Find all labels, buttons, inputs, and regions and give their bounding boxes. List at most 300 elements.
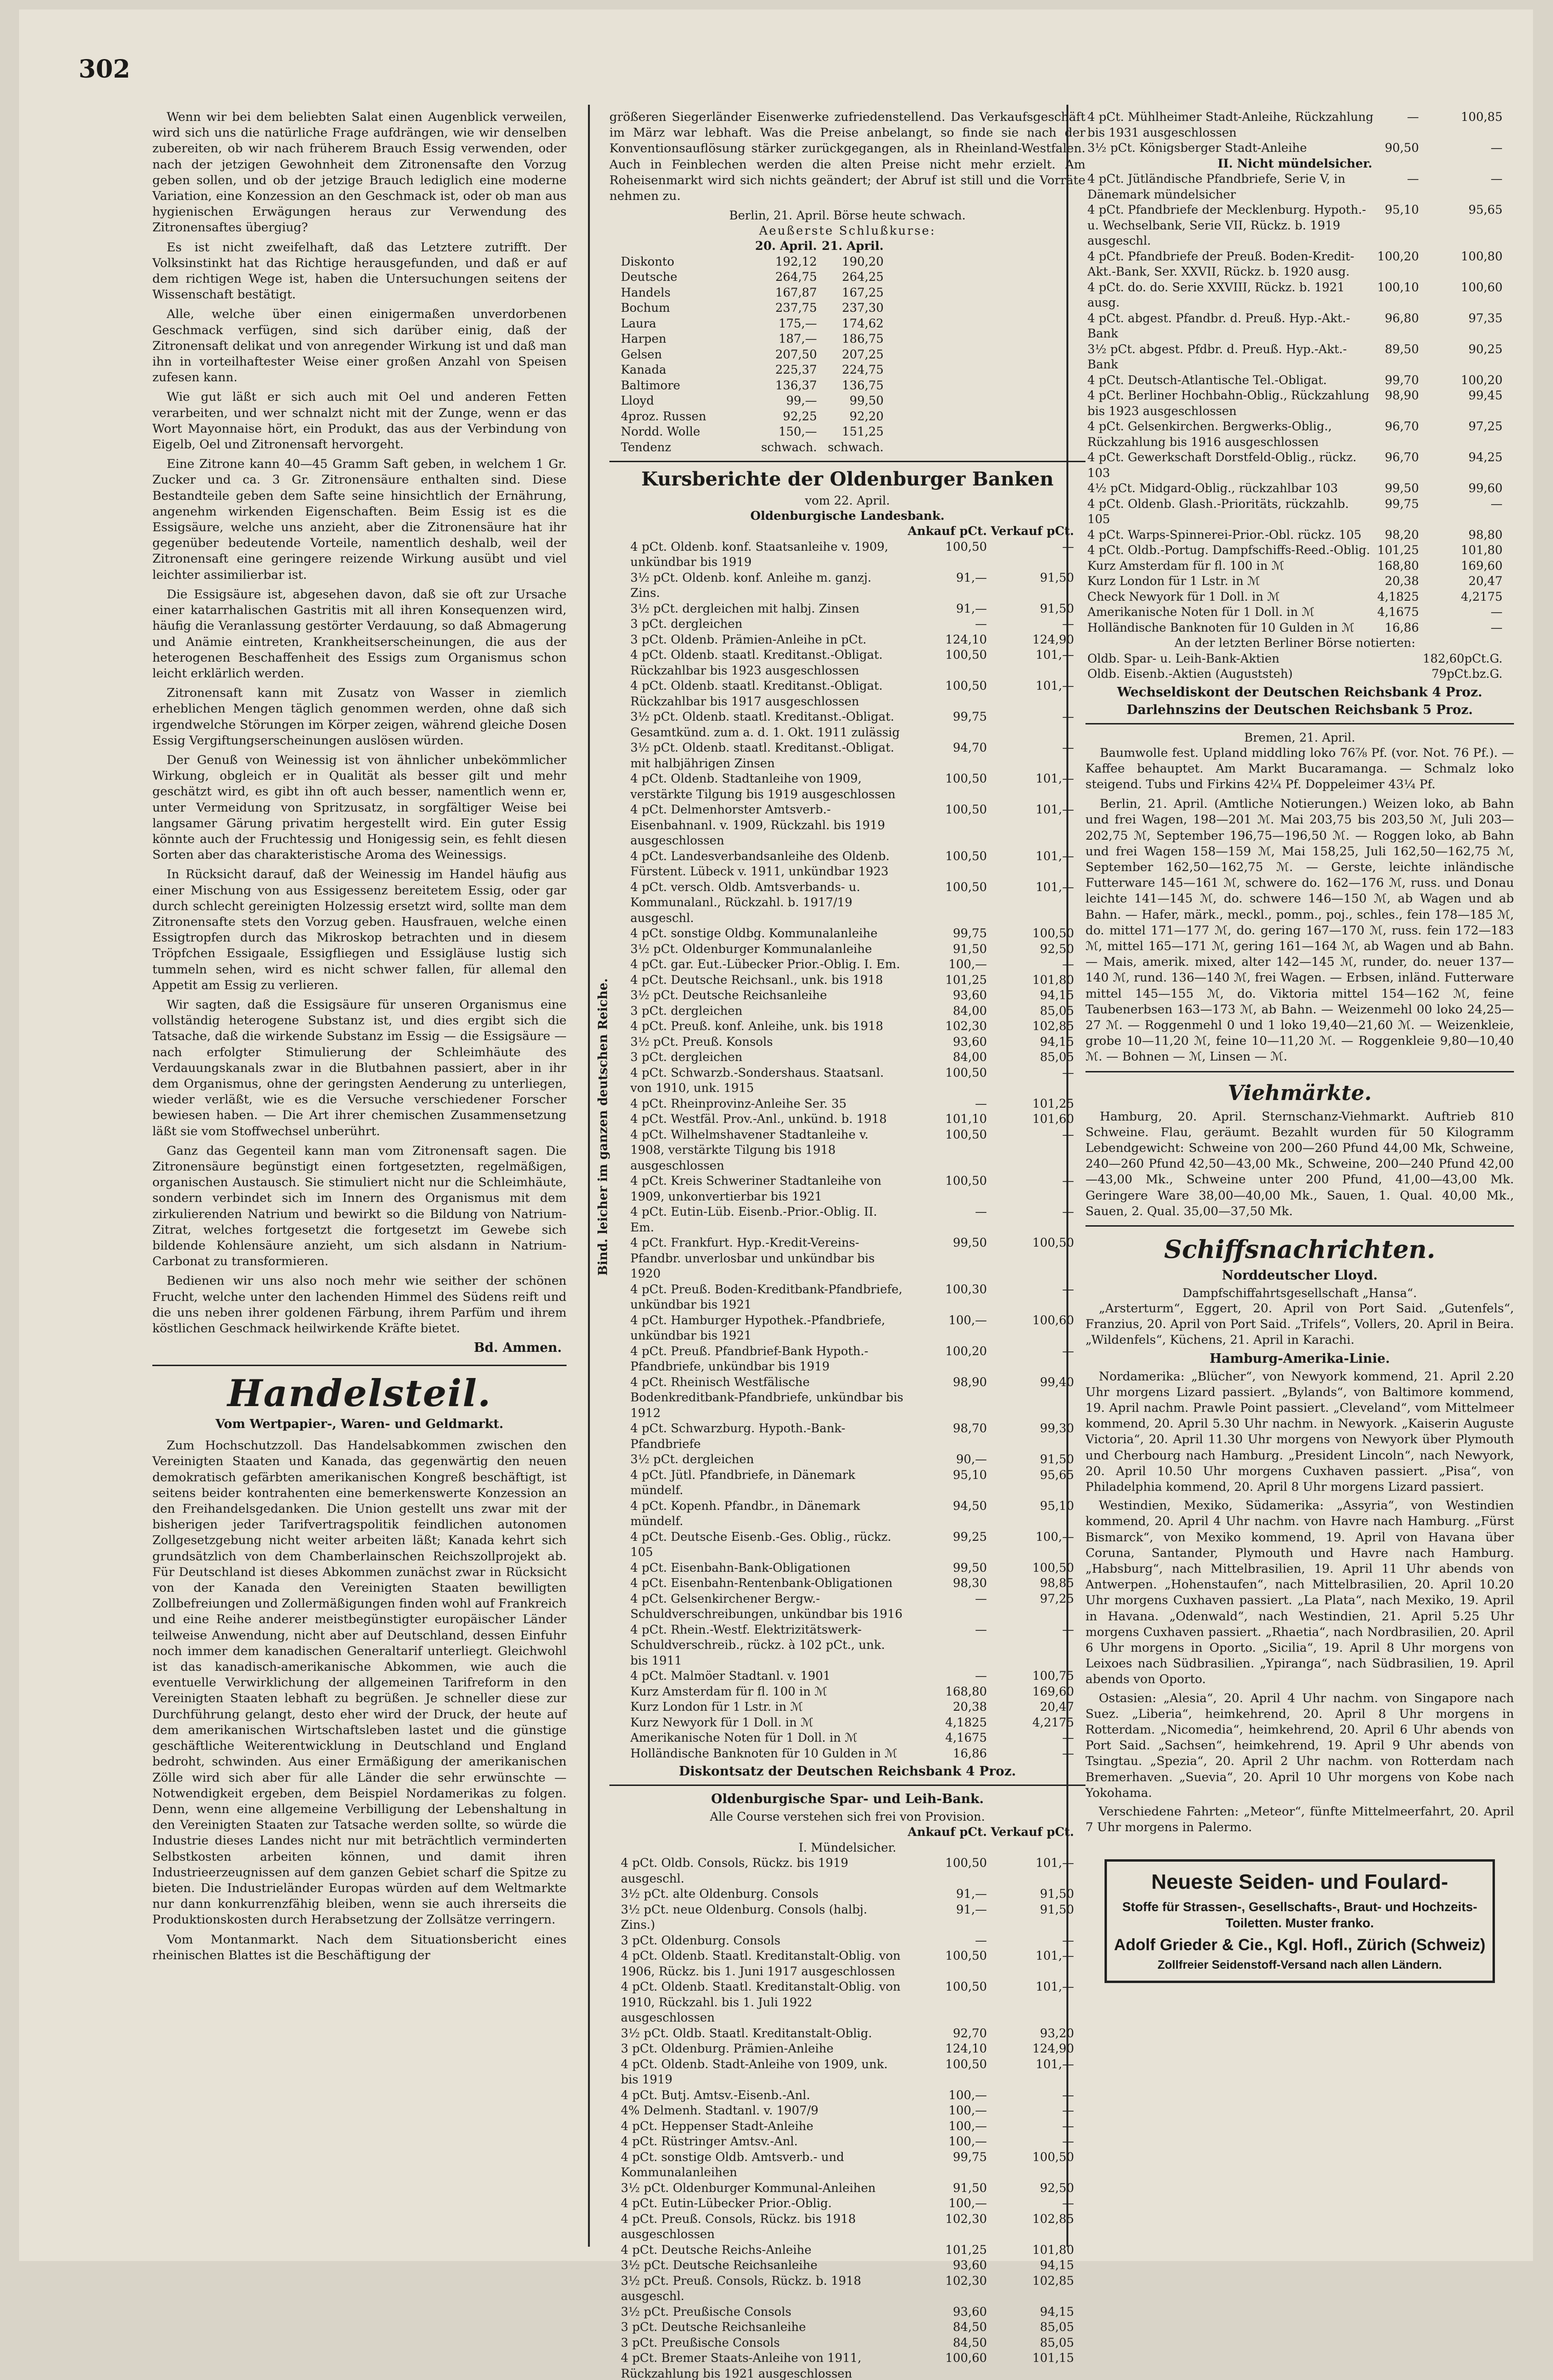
table-row [619, 285, 886, 301]
table-row [1085, 311, 1504, 342]
ankauf-value: 100,50 [945, 648, 987, 662]
table-row [628, 1003, 1076, 1019]
verkauf-value: — [1062, 1731, 1074, 1745]
table-row [628, 1668, 1076, 1684]
verkauf-value: 97,25 [1040, 1591, 1074, 1606]
table-row [619, 347, 886, 363]
table-row [1085, 651, 1504, 667]
security-name: 4 pCt. Mühlheimer Stadt-Anleihe, Rückzahlung bis 1931 ausgeschlossen [1087, 110, 1374, 139]
ad-headline: Neueste Seiden- und Foulard- [1151, 1870, 1448, 1894]
verkauf-value: 85,05 [1040, 1003, 1074, 1018]
table-row [1085, 419, 1504, 450]
verkauf-value: 97,35 [1468, 311, 1503, 325]
security-name: Deutsche [621, 270, 677, 284]
table-row [619, 2057, 1076, 2088]
spar-leihbank-table [619, 1825, 1076, 2380]
table-row [628, 1050, 1076, 1065]
verkauf-value: — [1491, 605, 1503, 619]
security-name: 3 pCt. Oldenburg. Consols [621, 1933, 781, 1947]
table-row [628, 957, 1076, 972]
verkauf-value: 101,80 [1032, 972, 1074, 987]
verkauf-value: 95,10 [1040, 1498, 1074, 1513]
ankauf-value: 237,75 [775, 301, 817, 315]
section-rule [1085, 1071, 1514, 1072]
verkauf-value: — [1062, 539, 1074, 554]
security-name: 4 pCt. Oldenb. staatl. Kreditanst.-Obligat. Rückzahlbar bis 1917 ausgeschlossen [630, 679, 883, 708]
table-row [619, 2181, 1076, 2196]
verkauf-value: 99,50 [849, 394, 884, 408]
ankauf-value: 4,1675 [945, 1731, 987, 1745]
security-name: 4 pCt. Wilhelmshavener Stadtanleihe v. 1908, verstärkte Tilgung bis 1918 ausgeschlossen [630, 1127, 869, 1172]
verkauf-value: 151,25 [842, 425, 884, 439]
table-row [1085, 342, 1504, 373]
security-name: 4 pCt. Preuß. Consols, Rückz. bis 1918 ausgeschlossen [621, 2211, 856, 2241]
ankauf-value: 101,25 [1377, 543, 1419, 557]
table-row [628, 942, 1076, 957]
verkauf-value: — [1062, 1174, 1074, 1188]
security-name: Kurz Amsterdam für fl. 100 in ℳ [1087, 558, 1284, 573]
verkauf-value: 94,25 [1468, 450, 1503, 464]
table-row [1085, 558, 1504, 574]
ankauf-value: 100,20 [945, 1344, 987, 1358]
ankauf-value: 100,50 [945, 849, 987, 863]
verkauf-value: 124,90 [1032, 632, 1074, 646]
table-row [1085, 280, 1504, 311]
security-name: 3½ pCt. neue Oldenburg. Consols (halbj. Zins.) [621, 1902, 867, 1932]
security-name: Kurz London für 1 Lstr. in ℳ [630, 1700, 803, 1714]
verkauf-value: — [1491, 172, 1503, 186]
verkauf-value: — [1062, 1282, 1074, 1296]
table-row [619, 2350, 1076, 2380]
verkauf-value: 92,50 [1040, 942, 1074, 956]
ankauf-value: 100,50 [945, 1856, 987, 1870]
security-name: 4 pCt. Oldenb. Stadt-Anleihe von 1909, unk. bis 1919 [621, 2057, 888, 2087]
ankauf-value: 98,90 [953, 1375, 987, 1389]
table-row [628, 972, 1076, 988]
verkauf-value: 20,47 [1040, 1700, 1074, 1714]
verkauf-value: 101,15 [1032, 2351, 1074, 2365]
ankauf-value: 168,80 [945, 1684, 987, 1698]
security-name: 4 pCt. Pfandbriefe der Preuß. Boden-Kredit-Akt.-Bank, Ser. XXVII, Rückz. b. 1920 ausg. [1087, 249, 1354, 278]
security-name: 4 pCt. Preuß. konf. Anleihe, unk. bis 1918 [630, 1019, 884, 1033]
table-row [619, 2242, 1076, 2258]
table-row [628, 678, 1076, 709]
security-name: Bochum [621, 301, 670, 315]
table-row [628, 632, 1076, 648]
security-name: 4 pCt. Gelsenkirchen. Bergwerks-Oblig., Rückzahlung bis 1916 ausgeschlossen [1087, 419, 1332, 449]
table-row [1085, 496, 1504, 527]
article-paragraph: Wie gut läßt er sich auch mit Oel und anderen Fetten verarbeiten, und wer schnalzt nicht mit der Zunge, wenn er das Wort Mayonnaise hört, ein Produkt, das aus der Verbindung von Eigelb, Oel und Zitronensaft hervorgeht. [152, 390, 567, 452]
security-name: 4 pCt. Preuß. Boden-Kreditbank-Pfandbriefe, unkündbar bis 1921 [630, 1282, 903, 1312]
table-row [1085, 140, 1504, 156]
column-divider [588, 105, 590, 2247]
spar-leihbank-heading: Oldenburgische Spar- und Leih-Bank. [711, 1792, 984, 1807]
security-name: 4 pCt. Landesverbandsanleihe des Oldenb. Fürstent. Lübeck v. 1911, unkündbar 1923 [630, 849, 890, 879]
security-name: 4 pCt. Deutsche Reichsanl., unk. bis 1918 [630, 972, 883, 987]
verkauf-value: 224,75 [842, 363, 884, 377]
verkauf-value: 85,05 [1040, 1050, 1074, 1064]
security-name: 4 pCt. Rüstringer Amtsv.-Anl. [621, 2134, 798, 2149]
ankauf-value: 100,50 [945, 803, 987, 817]
security-name: 4 pCt. Deutsch-Atlantische Tel.-Obligat. [1087, 373, 1327, 387]
verkauf-value: 79pCt.bz.G. [1431, 667, 1503, 681]
ankauf-value: 100,50 [945, 1949, 987, 1963]
hansa-heading: Dampfschiffahrtsgesellschaft „Hansa“. [1182, 1286, 1417, 1300]
ankauf-value: 91,— [956, 570, 987, 585]
verkauf-value: 91,50 [1040, 601, 1074, 615]
security-name: 4 pCt. Eutin-Lüb. Eisenb.-Prior.-Oblig. II. Em. [630, 1205, 877, 1234]
wechseldiskont-note: Wechseldiskont der Deutschen Reichsbank 4 Proz. [1117, 684, 1483, 700]
verkauf-value: 100,60 [1032, 1313, 1074, 1327]
security-name: 4 pCt. Westfäl. Prov.-Anl., unkünd. b. 1918 [630, 1112, 887, 1126]
ankauf-value: 93,60 [953, 988, 987, 1002]
security-name: 4proz. Russen [621, 409, 707, 423]
table-row [628, 1204, 1076, 1235]
table-row [628, 1730, 1076, 1746]
security-name: 3½ pCt. dergleichen [630, 1452, 754, 1467]
ankauf-value: 207,50 [775, 347, 817, 361]
table-row [628, 1684, 1076, 1700]
security-name: 4 pCt. Bremer Staats-Anleihe von 1911, Rückzahlung bis 1921 ausgeschlossen [621, 2351, 862, 2380]
ankauf-value: 98,30 [953, 1576, 987, 1590]
verkauf-value: 101,— [1035, 880, 1074, 894]
verkauf-value: 85,05 [1040, 2335, 1074, 2350]
ankauf-value: 100,60 [945, 2351, 987, 2365]
article-paragraph: Alle, welche über einen einigermaßen unverdorbenen Geschmack verfügen, sind sich darüber einig, daß der Zitronensaft delikat und von anregender Wirkung ist und daß man ihn in vorteilhaftester Weise einer großen Anzahl von Speisen zufesen kann. [152, 307, 567, 385]
ankauf-value: 99,75 [953, 2150, 987, 2164]
security-name: 3½ pCt. abgest. Pfdbr. d. Preuß. Hyp.-Akt.-Bank [1087, 342, 1347, 371]
verkauf-value: 98,85 [1040, 1576, 1074, 1590]
table-row [628, 1173, 1076, 1204]
security-name: Kurz London für 1 Lstr. in ℳ [1087, 574, 1260, 588]
table-row [619, 300, 886, 316]
article-paragraph: Zitronensaft kann mit Zusatz von Wasser in ziemlich erheblichen Mengen täglich genommen werden, ohne daß sich irgendwelche Störungen im Körper zeigen, während gleiche Dosen Essig Vergiftungserscheinungen auslösen würden. [152, 686, 567, 748]
security-name: Nordd. Wolle [621, 425, 700, 439]
table-row [1085, 109, 1504, 140]
verkauf-value: 186,75 [842, 332, 884, 346]
ankauf-value: 84,00 [953, 1050, 987, 1064]
table-row [1085, 543, 1504, 558]
handelsteil-heading: Handelsteil. [227, 1372, 492, 1416]
verkauf-value: 95,65 [1468, 203, 1503, 217]
verkauf-value: 4,2175 [1032, 1715, 1074, 1729]
verkauf-value: 95,65 [1040, 1468, 1074, 1482]
security-name: 4 pCt. Kreis Schweriner Stadtanleihe von 1909, unkonvertierbar bis 1921 [630, 1174, 882, 1203]
landesbank-heading: Oldenburgische Landesbank. [750, 509, 945, 523]
security-name: Holländische Banknoten für 10 Gulden in ℳ [630, 1746, 897, 1760]
ankauf-value: — [1407, 172, 1419, 186]
ankauf-value: 99,75 [1384, 496, 1419, 511]
table-row [1085, 450, 1504, 481]
security-name: 4½ pCt. Midgard-Oblig., rückzahlbar 103 [1087, 481, 1338, 495]
ankauf-value: 99,75 [953, 710, 987, 724]
ankauf-value: 99,25 [953, 1529, 987, 1544]
table-row [628, 1111, 1076, 1127]
ankauf-value: 92,70 [953, 2026, 987, 2040]
table-row [628, 849, 1076, 880]
table-row [628, 616, 1076, 632]
ankauf-value: 93,60 [953, 2258, 987, 2272]
silk-advertisement [1105, 1859, 1495, 1983]
security-name: 4 pCt. Gewerkschaft Dorstfeld-Oblig., rückz. 103 [1087, 450, 1357, 480]
security-name: 4 pCt. do. do. Serie XXVIII, Rückz. b. 1921 ausg. [1087, 280, 1345, 309]
security-name: 3 pCt. dergleichen [630, 1050, 743, 1064]
column-header [619, 1825, 906, 1840]
ankauf-value: schwach. [761, 440, 817, 454]
ankauf-value [1375, 651, 1421, 667]
provision-note: Alle Course verstehen sich frei von Provision. [710, 1810, 985, 1824]
verkauf-value: 207,25 [842, 347, 884, 361]
column-1 [152, 109, 567, 2242]
table-row [619, 2119, 1076, 2134]
article-paragraph: Bedienen wir uns also noch mehr wie seither der schönen Frucht, welche unter den lachenden Himmel des Südens reift und die uns neben ihrer goldenen Färbung, ihrem Parfüm und ihrem köstlichen Geschmack heilwirkende Kräfte bietet. [152, 1274, 567, 1336]
table-row [628, 1235, 1076, 1282]
security-name: 4 pCt. sonstige Oldb. Amtsverb.- und Kommunalanleihen [621, 2150, 844, 2180]
ankauf-value: 100,20 [1377, 249, 1419, 263]
verkauf-value: schwach. [827, 440, 884, 454]
verkauf-value: 167,25 [842, 285, 884, 299]
table-row [619, 316, 886, 332]
table-row [628, 1034, 1076, 1050]
ankauf-value: 20,38 [953, 1700, 987, 1714]
article-paragraph: Wir sagten, daß die Essigsäure für unseren Organismus eine vollständig heterogene Substanz ist, und dies ergibt sich die Tatsache, daß die wirkende Substanz im Essig — die Essigsäure — nach erfolgter Stimulierung der Schleimhäute des Verdauungskanals zwar in die Blutbahnen passiert, aber in ihr dem Organismus, ohne der geringsten Aenderung zu unterliegen, wieder verläßt, wie es die Versuche verschiedener Forscher bewiesen haben. — Die Art ihrer chemischen Zusammensetzung läßt sie vom Stoffwechsel unberührt. [152, 997, 567, 1139]
ankauf-value: 4,1825 [1377, 589, 1419, 604]
ankauf-value: 99,70 [1384, 373, 1419, 387]
verkauf-value: 100,50 [1032, 1560, 1074, 1575]
table-row [619, 1855, 1076, 1886]
table-row [619, 2026, 1076, 2042]
security-name: 3 pCt. Oldenb. Prämien-Anleihe in pCt. [630, 632, 866, 646]
article-paragraph: Zum Hochschutzzoll. Das Handelsabkommen zwischen den Vereinigten Staaten und Kanada, das gegenwärtig den neuen demokratisch gefärbten amerikanischen Kongreß beschäftigt, ist seitens beider kontrahenten eine bemerkenswerte Konzession an den Freihandelsgedanken. Die Union gestellt uns zwar mit der bisherigen jeder Tarifvertragspolitik feindlichen autonomen Zollgesetzgebung nicht weiter arbeiten läßt; Kanada kehrt sich grundsätzlich von dem Chamberlainschen Reichszollprojekt ab. Für Deutschland ist dieses Abkommen zunächst zwar in Rücksicht von der Kanada den Vereinigten Staaten bewilligten Zollbefreiungen und Zollermäßigungen finden wohl auf Frankreich und eine Reihe anderer meistbegünstigter europäischer Länder teilweise Anwendung, nicht aber auf Deutschland, dessen Einfuhr noch immer dem kanadischen Generaltarif unterliegt. Gleichwohl ist das kanadisch-amerikanische Abkommen, wie auch die eventuelle Verwirklichung der allgemeinen Tarifreform in den Vereinigten Staaten lebhaft zu begrüßen. Je schneller diese zur Durchführung gelangt, desto eher wird der Druck, der heute auf dem amerikanischen Wirtschaftsleben lastet und die günstige geschäftliche Weiterentwicklung in Deutschland und England bedroht, schwinden. Aus einer Ermäßigung der amerikanischen Zölle wird sich aber für alle Länder die sehr erwünschte — Notwendigkeit ergeben, dem Beispiel Nordamerikas zu folgen. Denn, wenn eine allgemeine Verbilligung der Lebenshaltung in den Vereinigten Staaten zur Tatsache werden sollte, so würde die Industrie dieses Landes nicht nur mit beträchtlich verminderten Selbstkosten arbeiten können, und damit ihren Industrieerzeugnissen auf dem ganzen Gebiet scharf die Spitze zu bieten. Die Industrieländer Europas würden auf dem Weltmarkte nur dann konkurrenzfähig bleiben, wenn sie auch ihrerseits die Produktionskosten durch Herabsetzung der Zollsätze verringern. [152, 1438, 567, 1927]
security-name: 4 pCt. Pfandbriefe der Mecklenburg. Hypoth.- u. Wechselbank, Serie VII, Rückz. b. 1919 ausgeschl. [1087, 203, 1366, 248]
ankauf-value: 95,10 [953, 1468, 987, 1482]
article-paragraph: Ganz das Gegenteil kann man vom Zitronensaft sagen. Die Zitronensäure begünstigt einen fortgesetzten, regelmäßigen, organischen Austausch. Sie stimuliert nicht nur die Schleimhäute, sondern verbindet sich im Innern des Organismus mit dem zirkulierenden Natrium und bewirkt so die Bildung von Natrium-Zitrat, welches fortgesetzt die fortgesetzt im Gewebe sich bildende Kohlensäure anzieht, um sich alsdann in Natrium-Carbonat zu transformieren. [152, 1143, 567, 1269]
security-name: 3½ pCt. Preuß. Konsols [630, 1034, 773, 1049]
table-row [628, 1576, 1076, 1591]
boerse-notierten-line: An der letzten Berliner Börse notierten: [1175, 636, 1415, 650]
security-name: 4 pCt. Schwarzburg. Hypoth.-Bank-Pfandbriefe [630, 1421, 846, 1451]
darlehnszins-note: Darlehnszins der Deutschen Reichsbank 5 Proz. [1126, 702, 1473, 717]
ankauf-value: 84,50 [953, 2335, 987, 2350]
verkauf-value: 100,85 [1461, 110, 1503, 124]
security-name: Lloyd [621, 394, 654, 408]
security-name: 4 pCt. Oldenb. Stadtanleihe von 1909, verstärkte Tilgung bis 1919 ausgeschlossen [630, 772, 896, 801]
column-header [628, 524, 906, 539]
viehmaerkte-heading: Viehmärkte. [1227, 1081, 1372, 1105]
ad-footer: Zollfreier Seidenstoff-Versand nach allen Ländern. [1157, 1958, 1442, 1972]
ankauf-value: 89,50 [1384, 342, 1419, 356]
table-row [619, 2258, 1076, 2273]
security-name: 4 pCt. Rheinisch Westfälische Bodenkreditbank-Pfandbriefe, unkündbar bis 1912 [630, 1375, 904, 1420]
verkauf-value: 92,20 [849, 409, 884, 423]
table-row [619, 1886, 1076, 1902]
article-paragraph: Eine Zitrone kann 40—45 Gramm Saft geben, in welchem 1 Gr. Zucker und ca. 3 Gr. Zitronensäure enthalten sind. Diese Bestandteile geben dem Safte seine hinsichtlich der Ernährung, angenehm wirkenden Eigenschaften. Beim Essig ist es die Essigsäure, welche uns anzieht, aber die Zitronensäure hat ihr gegenüber bedeutende Vorteile, namentlich deshalb, weil der Zitronensaft eine geringere reizende Wirkung ausübt und viel leichter assimilierbar ist. [152, 457, 567, 582]
ankauf-value: 102,30 [945, 2273, 987, 2288]
muendel-heading: I. Mündelsicher. [798, 1840, 896, 1854]
quotes-title: Aeußerste Schlußkurse: [759, 224, 936, 238]
verkauf-value: 101,— [1035, 772, 1074, 786]
verkauf-value: 102,85 [1032, 2273, 1074, 2288]
verkauf-value: — [1062, 741, 1074, 755]
verkauf-value: — [1062, 710, 1074, 724]
verkauf-value: 169,60 [1032, 1684, 1074, 1698]
ankauf-value: 16,86 [953, 1746, 987, 1760]
table-row [619, 393, 886, 409]
verkauf-value: 174,62 [842, 316, 884, 330]
ankauf-value: 92,25 [783, 409, 817, 423]
ankauf-value: 168,80 [1377, 558, 1419, 573]
table-row [628, 1498, 1076, 1529]
verkauf-value: 101,25 [1032, 1096, 1074, 1111]
ankauf-value: 96,80 [1384, 311, 1419, 325]
security-name: 4 pCt. Butj. Amtsv.-Eisenb.-Anl. [621, 2088, 810, 2102]
table-row [628, 740, 1076, 771]
ankauf-value: 100,50 [945, 2057, 987, 2071]
ship-report-paragraph: Verschiedene Fahrten: „Meteor“, fünfte Mittelmeerfahrt, 20. April 7 Uhr morgens in Palermo. [1085, 1805, 1514, 1835]
ankauf-value: 225,37 [775, 363, 817, 377]
table-row [619, 269, 886, 285]
security-name: 3 pCt. dergleichen [630, 617, 743, 631]
ankauf-value: 100,— [948, 2088, 987, 2102]
column-header: Ankauf pCt. [907, 1825, 987, 1839]
table-row [628, 1421, 1076, 1452]
table-row [628, 1529, 1076, 1560]
verkauf-value: 90,25 [1468, 342, 1503, 356]
verkauf-value: 4,2175 [1461, 589, 1503, 604]
ankauf-value: 94,70 [953, 741, 987, 755]
security-name: 4 pCt. Jütländische Pfandbriefe, Serie V, in Dänemark mündelsicher [1087, 172, 1345, 201]
boerse-quotes-table [619, 238, 886, 455]
verkauf-value: 101,— [1035, 2057, 1074, 2071]
ankauf-value: 101,10 [945, 1112, 987, 1126]
security-name: 4 pCt. Rhein.-Westf. Elektrizitätswerk-Schuldverschreib., rückz. à 102 pCt., unk. bis 1911 [630, 1622, 885, 1667]
security-name: 3½ pCt. Deutsche Reichsanleihe [621, 2258, 818, 2272]
table-row [619, 2150, 1076, 2181]
table-row [628, 1699, 1076, 1715]
security-name: 3½ pCt. Deutsche Reichsanleihe [630, 988, 827, 1002]
ankauf-value: 95,10 [1384, 203, 1419, 217]
security-name: 4 pCt. Kopenh. Pfandbr., in Dänemark mündelf. [630, 1498, 860, 1528]
ankauf-value: 98,20 [1384, 527, 1419, 542]
section-rule [609, 1785, 1085, 1786]
verkauf-value: 264,25 [842, 270, 884, 284]
verkauf-value: 91,50 [1040, 1452, 1074, 1467]
table-row [619, 2320, 1076, 2335]
hansa-report: „Arsterturm“, Eggert, 20. April von Port Said. „Gutenfels“, Franzius, 20. April von Port Said. „Trifels“, Vollers, 20. April in Beira. „Wildenfels“, Küchens, 21. April in Karachi. [1085, 1301, 1514, 1348]
ankauf-value: — [975, 1096, 987, 1111]
security-name: 4 pCt. Malmöer Stadtanl. v. 1901 [630, 1669, 831, 1683]
table-row [619, 2211, 1076, 2242]
security-name: 4 pCt. sonstige Oldbg. Kommunalanleihe [630, 926, 878, 941]
verkauf-value: 100,80 [1461, 249, 1503, 263]
ankauf-value: 100,50 [945, 539, 987, 554]
verkauf-value: 169,60 [1461, 558, 1503, 573]
verkauf-value: 91,50 [1040, 1887, 1074, 1901]
verkauf-value: 100,50 [1032, 2150, 1074, 2164]
section-rule [152, 1365, 567, 1366]
ankauf-value: 99,— [786, 394, 817, 408]
article-paragraph: Es ist nicht zweifelhaft, daß das Letztere zutrifft. Der Volksinstinkt hat das Richtige herausgefunden, und daß er auf dem richtigen Wege ist, haben die Untersuchungen seitens der Wissenschaft bestätigt. [152, 240, 567, 302]
column-header: 21. April. [822, 239, 884, 253]
security-name: Diskonto [621, 254, 675, 268]
ankauf-value: 167,87 [775, 285, 817, 299]
table-row [628, 1560, 1076, 1576]
security-name: Harpen [621, 332, 667, 346]
security-name: Kurz Amsterdam für fl. 100 in ℳ [630, 1684, 827, 1698]
table-row [628, 1746, 1076, 1762]
ankauf-value: 100,— [948, 1313, 987, 1327]
security-name: Oldb. Eisenb.-Aktien (Auguststeh) [1087, 667, 1293, 681]
verkauf-value: 100,50 [1032, 1236, 1074, 1250]
table-row [628, 1622, 1076, 1669]
verkauf-value: 94,15 [1040, 2258, 1074, 2272]
table-row [628, 1282, 1076, 1313]
ankauf-value: 91,— [956, 1887, 987, 1901]
ankauf-value: 20,38 [1384, 574, 1419, 588]
ankauf-value: — [975, 1591, 987, 1606]
table-row [619, 254, 886, 270]
ankauf-value: 100,50 [945, 772, 987, 786]
table-row [1085, 481, 1504, 496]
security-name: 3½ pCt. Preuß. Consols, Rückz. b. 1918 ausgeschl. [621, 2273, 861, 2303]
verkauf-value: — [1062, 2134, 1074, 2149]
table-row [619, 2335, 1076, 2351]
table-row [628, 539, 1076, 570]
table-row [1085, 589, 1504, 605]
security-name: 3½ pCt. Königsberger Stadt-Anleihe [1087, 141, 1307, 155]
verkauf-value: 94,15 [1040, 2304, 1074, 2319]
article-paragraph: In Rücksicht darauf, daß der Weinessig im Handel häufig aus einer Mischung von aus Essigessenz bereitetem Essig, oder gar durch schlecht gereinigten Holzessig ersetzt wird, sollte man dem Zitronensafte stets den Vorzug geben. Hausfrauen, welche einen Essigtropfen durch das Mikroskop betrachten und in diesem Tröpfchen Essigaale, Essigfliegen und Essigläuse lustig sich tummeln sehen, wird es nicht schwer fallen, für allemal den Appetit am Essig zu verlieren. [152, 867, 567, 992]
security-name: 4 pCt. Berliner Hochbahn-Oblig., Rückzahlung bis 1923 ausgeschlossen [1087, 388, 1370, 418]
security-name: 4 pCt. Oldenb. Staatl. Kreditanstalt-Oblig. von 1910, Rückzahl. bis 1. Juli 1922 ausgeschlossen [621, 1980, 901, 2025]
handelsteil-article [152, 1438, 567, 1964]
verkauf-value: 101,— [1035, 849, 1074, 863]
column-header: Ankauf pCt. [907, 524, 987, 538]
table-row [619, 2088, 1076, 2103]
ankauf-value: 187,— [778, 332, 817, 346]
ankauf-value: 96,70 [1384, 419, 1419, 433]
verkauf-value: 101,— [1035, 648, 1074, 662]
verkauf-value: 100,50 [1032, 926, 1074, 941]
ankauf-value: 99,50 [953, 1236, 987, 1250]
verkauf-value: 190,20 [842, 254, 884, 268]
berlin-boerse-header: Berlin, 21. April. Börse heute schwach. [729, 208, 966, 223]
security-name: 4 pCt. Eisenbahn-Rentenbank-Obligationen [630, 1576, 893, 1590]
lloyd-heading: Norddeutscher Lloyd. [1222, 1268, 1378, 1283]
verkauf-value: 93,20 [1040, 2026, 1074, 2040]
ankauf-value: 100,— [948, 2196, 987, 2211]
verkauf-value: — [1491, 141, 1503, 155]
security-name: 4 pCt. Deutsche Eisenb.-Ges. Oblig., rückz. 105 [630, 1529, 892, 1559]
security-name: Tendenz [621, 440, 671, 454]
bremen-header: Bremen, 21. April. [1244, 730, 1355, 744]
verkauf-value: 100,75 [1032, 1669, 1074, 1683]
ankauf-value: 100,50 [945, 1065, 987, 1080]
security-name: 3½ pCt. Oldenburger Kommunal-Anleihen [621, 2181, 876, 2195]
security-name: 3½ pCt. Preußische Consols [621, 2304, 792, 2319]
ankauf-value: 90,— [956, 1452, 987, 1467]
ankauf-value: 100,— [948, 2119, 987, 2133]
hapag-heading: Hamburg-Amerika-Linie. [1209, 1351, 1390, 1366]
ankauf-value: 101,25 [945, 972, 987, 987]
table-row [619, 424, 886, 440]
table-row [1085, 171, 1504, 202]
ankauf-value: 4,1675 [1377, 605, 1419, 619]
ship-report-paragraph: Westindien, Mexiko, Südamerika: „Assyria“, von Westindien kommend, 20. April 4 Uhr nachm. von Havre nach Hamburg. „Fürst Bismarck“, von Mexiko kommend, 19. April von Havana über Coruna, Santander, Plymouth und Havre nach Hamburg. „Habsburg“, nach Mittelbrasilien, 19. April 11 Uhr abends von Antwerpen. „Hohenstaufen“, nach Mittelbrasilien, 20. April 10.20 Uhr morgens Cuxhaven passiert. „La Plata“, nach Mexiko, 19. April in Havana. „Odenwald“, nach Westindien, 21. April 5.25 Uhr morgens Cuxhaven passiert. „Rhaetia“, nach Nordbrasilien, 20. April 6 Uhr morgens in Oporto. „Sicilia“, 19. April 8 Uhr morgens von Leixoes nach Südbrasilien. „Ypiranga“, nach Südbrasilien, 19. April abends von Oporto. [1085, 1498, 1514, 1687]
security-name: 3 pCt. Oldenburg. Prämien-Anleihe [621, 2042, 834, 2056]
page-number: 302 [79, 55, 130, 84]
viehmarkt-report: Hamburg, 20. April. Sternschanz-Viehmarkt. Auftrieb 810 Schweine. Flau, geräumt. Bezahlt wurden für 50 Kilogramm Lebendgewicht: Schweine von 200—260 Pfund 44,00 Mk, Schweine, 240—260 Pfund 42,50—43,00 Mk., Schweine, 200—240 Pfund 42,00—43,00 Mk., Schweine unter 200 Pfund, 41,00—43,00 Mk. Geringere Ware 38,00—40,00 Mk., Sauen, 1. Qual. 40,00 Mk., Sauen, 2. Qual. 35,00—37,50 Mk. [1085, 1109, 1514, 1219]
